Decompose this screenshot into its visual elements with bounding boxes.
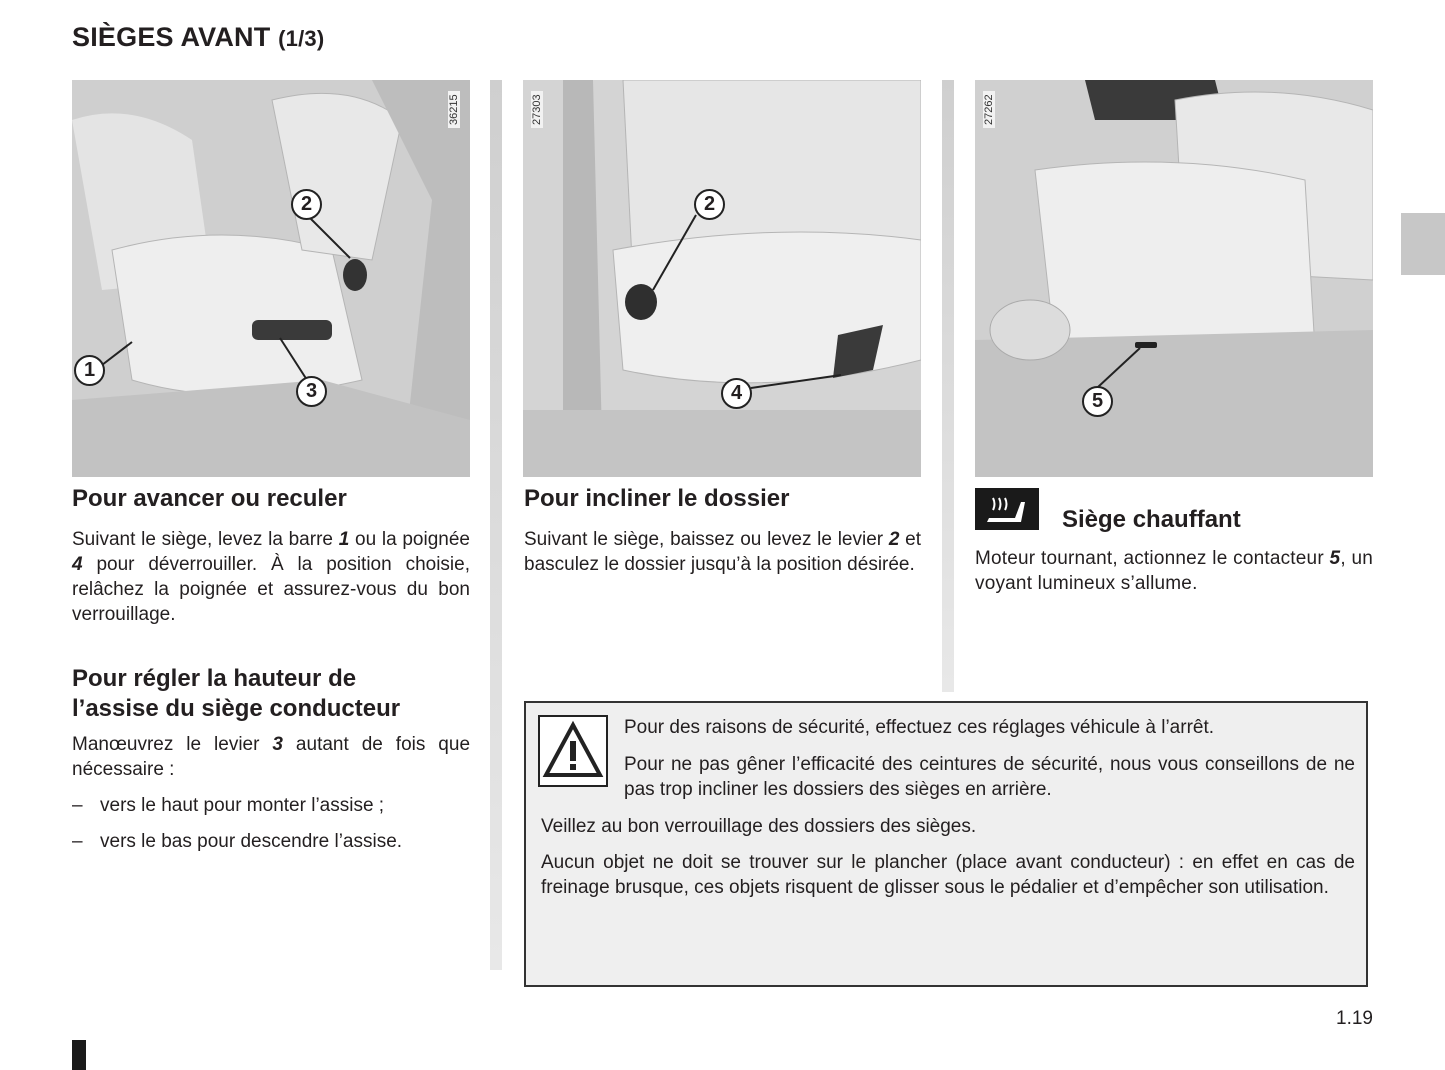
section-backrest-heading: Pour incliner le dossier [524,485,790,512]
warning-box [524,701,1368,987]
seat-illustration-3 [975,80,1373,477]
column-divider-1 [490,80,502,970]
warning-text-2: Pour ne pas gêner l’efficacité des ceintures de sécurité, nous vous conseillons de ne pas trop incliner les dossiers des sièges en arrière. [624,754,1355,800]
seat-illustration-2 [523,80,921,477]
corner-mark [72,1040,86,1070]
section-heated-text: Moteur tournant, actionnez le contacteur 5, un voyant lumineux s’allume. [975,548,1373,594]
page-title [72,22,324,53]
section-forward [72,484,470,627]
list-item: – vers le haut pour monter l’assise ; [72,795,385,816]
list-item: – vers le bas pour descendre l’assise. [72,831,403,852]
section-height-heading: Pour régler la hauteur de l’assise du siège conducteur [72,665,401,722]
heated-seat-icon [975,488,1039,530]
warning-triangle-icon [538,715,608,787]
figure-code: 27303 [531,91,543,128]
callout-2: 2 [694,189,725,220]
seat-illustration-1 [72,80,470,477]
section-heated-heading: Siège chauffant [1062,506,1241,533]
page-title-main: SIÈGES AVANT [72,22,271,52]
figure-seat-forward [72,80,470,477]
section-forward-text: Suivant le siège, levez la barre 1 ou la poignée 4 pour déverrouiller. À la position choisie, relâchez la poignée et assurez-vous du bon verrouillage. [72,529,470,625]
callout-2: 2 [291,189,322,220]
callout-3: 3 [296,376,327,407]
page-title-sub: (1/3) [278,26,325,51]
section-height-text: Manœuvrez le levier 3 autant de fois que nécessaire : [72,734,471,780]
figure-code: 27262 [983,91,995,128]
figure-code: 36215 [448,91,460,128]
figure-heated-seat [975,80,1373,477]
callout-5: 5 [1082,386,1113,417]
section-height [72,664,470,854]
section-backrest [524,484,921,577]
column-divider-2 [942,80,954,692]
page-number: 1.19 [1336,1008,1373,1029]
section-forward-heading: Pour avancer ou reculer [72,485,347,512]
callout-1: 1 [74,355,105,386]
chapter-tab [1401,213,1445,275]
warning-text-1: Pour des raisons de sécurité, effectuez ces réglages véhicule à l’arrêt. [624,717,1215,738]
figure-seat-backrest [523,80,921,477]
callout-4: 4 [721,378,752,409]
section-heated [975,546,1373,596]
warning-text-4: Aucun objet ne doit se trouver sur le plancher (place avant conducteur) : en effet en cas de freinage brusque, ces objets risquent de glisser sous le pédalier et d’empêcher son utilisation. [541,852,1355,898]
section-backrest-text: Suivant le siège, baissez ou levez le levier 2 et basculez le dossier jusqu’à la position désirée. [524,529,922,575]
warning-text-3: Veillez au bon verrouillage des dossiers des sièges. [541,816,977,837]
